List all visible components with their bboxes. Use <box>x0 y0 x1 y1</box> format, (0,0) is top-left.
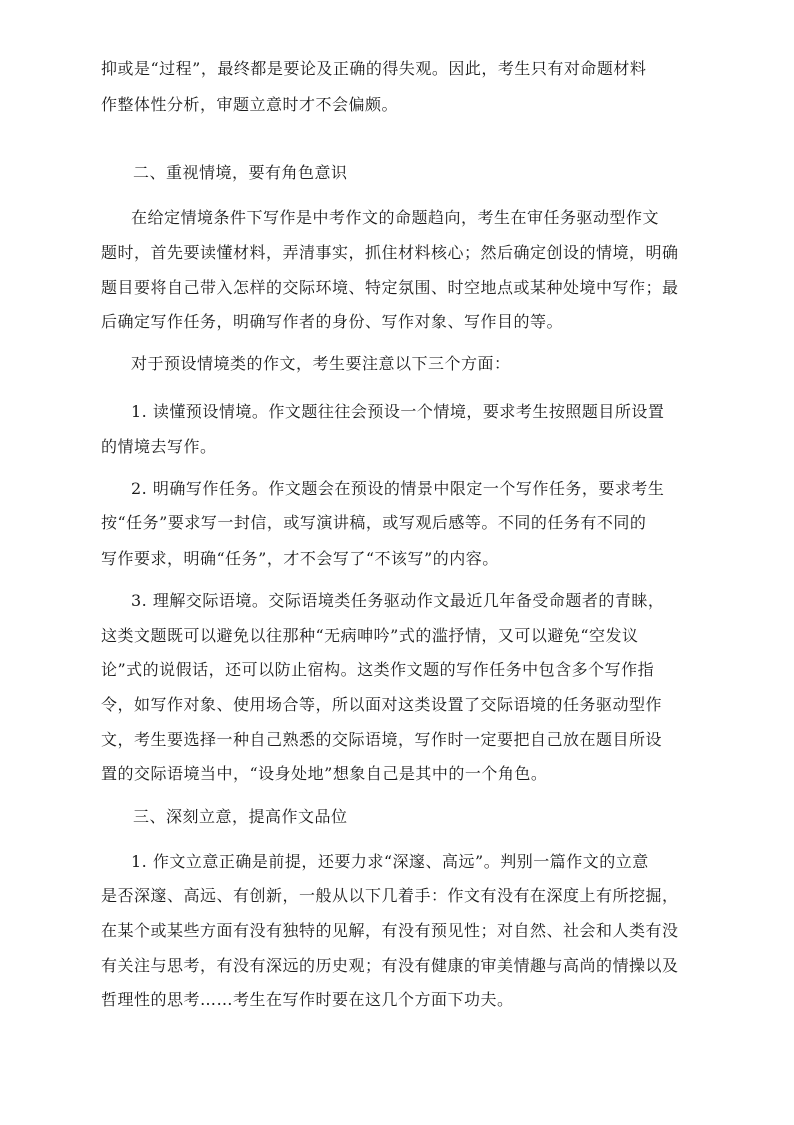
heading-text: 二、重视情境，要有角色意识 <box>133 163 348 182</box>
text-line: 1. 读懂预设情境。作文题往往会预设一个情境，要求考生按照题目所设置 <box>131 402 665 421</box>
text-line: 置的交际语境当中，“设身处地”想象自己是其中的一个角色。 <box>101 764 548 783</box>
text-line: 在某个或某些方面有没有独特的见解，有没有预见性；对自然、社会和人类有没 <box>101 921 679 940</box>
text-line: 论”式的说假话，还可以防止宿构。这类作文题的写作任务中包含多个写作指 <box>101 660 655 679</box>
heading-text: 三、深刻立意，提高作文品位 <box>133 807 348 826</box>
text-line: 题时，首先要读懂材料，弄清事实，抓住材料核心；然后确定创设的情境，明确 <box>101 243 679 262</box>
text-line: 文，考生要选择一种自己熟悉的交际语境，写作时一定要把自己放在题目所设 <box>101 730 663 749</box>
text-line: 这类文题既可以避免以往那种“无病呻吟”式的滥抒情，又可以避免“空发议 <box>101 626 639 645</box>
text-line: 写作要求，明确“任务”，才不会写了“不该写”的内容。 <box>101 549 499 568</box>
text-line: 3. 理解交际语境。交际语境类任务驱动作文最近几年备受命题者的青睐， <box>131 591 665 610</box>
text-line: 令，如写作对象、使用场合等，所以面对这类设置了交际语境的任务驱动型作 <box>101 695 663 714</box>
text-line: 按“任务”要求写一封信，或写演讲稿，或写观后感等。不同的任务有不同的 <box>101 513 647 532</box>
text-line: 题目要将自己带入怎样的交际环境、特定氛围、时空地点或某种处境中写作；最 <box>101 278 679 297</box>
text-line: 2. 明确写作任务。作文题会在预设的情景中限定一个写作任务，要求考生 <box>131 479 665 498</box>
text-line: 1. 作文立意正确是前提，还要力求“深邃、高远”。判别一篇作文的立意 <box>131 852 649 871</box>
text-line: 抑或是“过程”，最终都是要论及正确的得失观。因此，考生只有对命题材料 <box>101 59 647 78</box>
text-line: 哲理性的思考……考生在写作时要在这几个方面下功夫。 <box>101 990 514 1009</box>
text-line: 作整体性分析，审题立意时才不会偏颇。 <box>101 95 399 114</box>
text-line: 在给定情境条件下写作是中考作文的命题趋向，考生在审任务驱动型作文 <box>131 208 660 227</box>
text-line: 后确定写作任务，明确写作者的身份、写作对象、写作目的等。 <box>101 312 564 331</box>
text-line: 有关注与思考，有没有深远的历史观；有没有健康的审美情趣与高尚的情操以及 <box>101 956 679 975</box>
text-line: 是否深邃、高远、有创新，一般从以下几着手：作文有没有在深度上有所挖掘， <box>101 886 679 905</box>
text-line: 的情境去写作。 <box>101 437 217 456</box>
text-line: 对于预设情境类的作文，考生要注意以下三个方面： <box>131 354 511 373</box>
